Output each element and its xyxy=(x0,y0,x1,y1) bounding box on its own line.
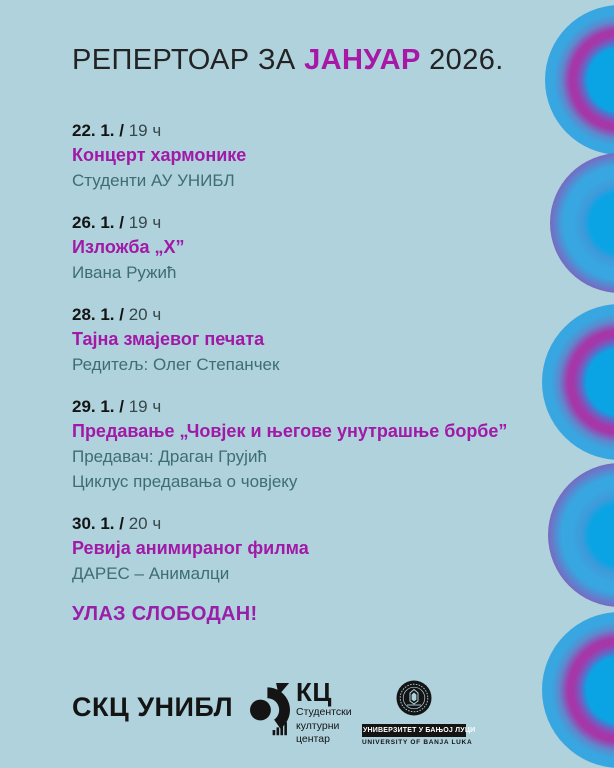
title-month-highlight: ЈАНУАР xyxy=(304,44,421,76)
event-detail: Ивана Ружић xyxy=(72,263,177,282)
free-entry-note: УЛАЗ СЛОБОДАН! xyxy=(72,603,258,625)
university-logo xyxy=(362,679,476,746)
event-time: 20 ч xyxy=(128,514,162,533)
event-title: Изложба „Х” xyxy=(72,237,185,257)
event-detail: Редитељ: Олег Степанчек xyxy=(72,355,280,374)
kc-soundwave-mark-icon xyxy=(250,681,290,739)
title-prefix: РЕПЕРТОАР ЗА xyxy=(72,44,296,76)
event-time: 19 ч xyxy=(128,397,162,416)
university-name-bar: УНИВЕРЗИТЕТ У БАЊОЈ ЛУЦИ xyxy=(362,724,466,737)
university-seal-icon xyxy=(395,679,433,717)
event-detail: Предавач: Драган Грујић xyxy=(72,447,267,466)
page-title xyxy=(72,44,542,77)
event-date-line xyxy=(72,118,542,143)
event-date: 29. 1. / xyxy=(72,397,124,416)
event-date-line xyxy=(72,210,542,235)
event-title: Концерт хармонике xyxy=(72,145,247,165)
kc-logo xyxy=(250,677,352,745)
event-list xyxy=(72,44,542,626)
org-wordmark: СКЦ УНИБЛ xyxy=(72,692,234,722)
kc-logo-text xyxy=(296,677,352,745)
event-time: 19 ч xyxy=(128,213,162,232)
event-title: Ревија анимираног филма xyxy=(72,538,309,558)
event-detail: ДАРЕС – Анималци xyxy=(72,564,230,583)
event-item xyxy=(72,118,542,193)
kc-logo-abbr: КЦ xyxy=(296,677,332,707)
kc-logo-caption-line: Студентски xyxy=(296,706,352,718)
title-year: 2026. xyxy=(429,44,504,76)
decorative-circle xyxy=(550,153,614,293)
event-date: 30. 1. / xyxy=(72,514,124,533)
event-date: 28. 1. / xyxy=(72,305,124,324)
event-date-line xyxy=(72,394,542,419)
event-title: Тајна змајевог печата xyxy=(72,329,265,349)
event-time: 19 ч xyxy=(128,121,162,140)
event-time: 20 ч xyxy=(128,305,162,324)
event-date-line xyxy=(72,302,542,327)
event-date-line xyxy=(72,511,542,536)
university-name-english: UNIVERSITY OF BANJA LUKA xyxy=(362,739,473,746)
event-item xyxy=(72,394,542,494)
decorative-circle xyxy=(542,612,614,768)
event-item xyxy=(72,302,542,377)
kc-logo-caption-line: културни xyxy=(296,719,340,732)
event-item xyxy=(72,511,542,586)
event-title: Предавање „Човјек и његове унутрашње борбе” xyxy=(72,421,508,441)
decorative-circle xyxy=(542,304,614,460)
event-detail: Циклус предавања о човјеку xyxy=(72,472,298,491)
kc-logo-caption-line: центар xyxy=(296,733,330,745)
decorative-circle xyxy=(545,5,614,155)
event-date: 26. 1. / xyxy=(72,213,124,232)
event-item xyxy=(72,210,542,285)
event-date: 22. 1. / xyxy=(72,121,124,140)
decorative-circle xyxy=(548,463,614,607)
event-detail: Студенти АУ УНИБЛ xyxy=(72,171,235,190)
